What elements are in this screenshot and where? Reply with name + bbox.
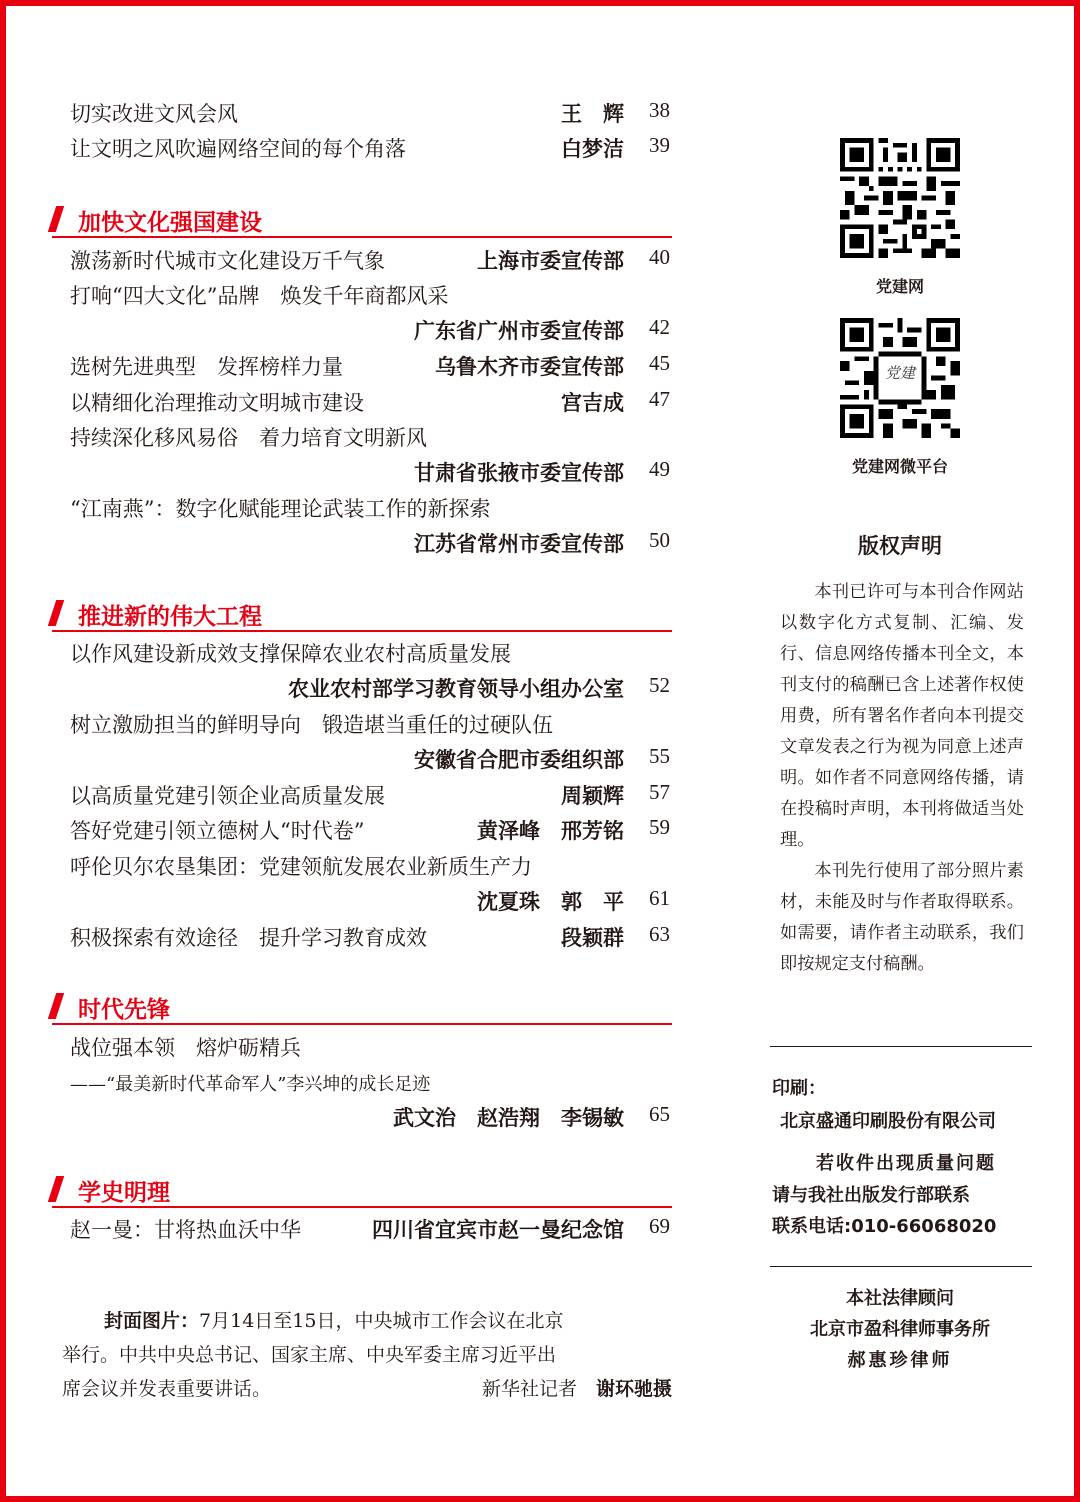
cover-note-label: 封面图片： <box>104 1310 200 1332</box>
toc-entry[interactable] <box>70 129 670 163</box>
entry-title: 持续深化移风易俗 着力培育文明新风 <box>70 426 427 450</box>
copyright-paragraph: 本刊已许可与本刊合作网站以数字化方式复制、汇编、发行、信息网络传播本刊全文，本刊支付的稿酬已含上述著作权使用费，所有署名作者向本刊提交文章发表之行为视为同意上述声明。如作者不同意网络传播，请在投稿时声明，本刊将做适当处理。 <box>780 582 1024 850</box>
section-title: 时代先锋 <box>78 997 170 1023</box>
entry-author: 甘肃省张掖市委宣传部 <box>414 461 624 485</box>
toc-entry[interactable] <box>70 1210 670 1244</box>
entry-title: “江南燕”：数字化赋能理论武装工作的新探索 <box>70 497 491 521</box>
entry-title: 以精细化治理推动文明城市建设 <box>70 391 364 415</box>
lawyer-name: 郝惠珍律师 <box>847 1350 953 1371</box>
photo-credit <box>482 1372 672 1406</box>
qr-code-icon <box>840 138 960 258</box>
entry-author: 上海市委宣传部 <box>477 249 624 273</box>
entry-title: 打响“四大文化”品牌 焕发千年商都风采 <box>70 284 449 308</box>
entry-author: 江苏省常州市委宣传部 <box>414 532 624 556</box>
section-heading <box>52 1174 672 1208</box>
entry-author: 王 辉 <box>561 102 624 126</box>
cover-note-text: 席会议并发表重要讲话。 <box>62 1378 272 1400</box>
entry-author: 沈夏珠 郭 平 <box>477 890 624 914</box>
entry-author: 宫吉成 <box>561 391 624 415</box>
copyright-paragraph: 本刊先行使用了部分照片素材，未能及时与作者取得联系。如需要，请作者主动联系，我们即按规定支付稿酬。 <box>780 861 1024 974</box>
cover-note <box>62 1304 672 1406</box>
photo-credit-org: 新华社记者 <box>481 1378 577 1400</box>
entry-page: 63 <box>649 922 670 946</box>
entry-page: 42 <box>649 315 670 339</box>
copyright-title: 版权声明 <box>858 534 942 558</box>
cover-note-line <box>62 1304 672 1338</box>
entry-page: 61 <box>649 886 670 910</box>
entry-title: 赵一曼：甘将热血沃中华 <box>70 1218 301 1242</box>
entry-author: 安徽省合肥市委组织部 <box>414 748 624 772</box>
entry-title: 让文明之风吹遍网络空间的每个角落 <box>70 137 406 161</box>
entry-page: 69 <box>649 1214 670 1238</box>
cover-note-line: 举行。中共中央总书记、国家主席、中央军委主席习近平出 <box>62 1344 557 1366</box>
toc-entry[interactable] <box>70 705 670 775</box>
entry-title: 树立激励担当的鲜明导向 锻造堪当重任的过硬队伍 <box>70 713 553 737</box>
divider <box>770 1046 1032 1047</box>
entry-page: 47 <box>649 387 670 411</box>
entry-title: 选树先进典型 发挥榜样力量 <box>70 355 343 379</box>
section-title: 推进新的伟大工程 <box>78 604 262 630</box>
toc-entry[interactable] <box>70 347 670 381</box>
toc-entry[interactable] <box>70 241 670 275</box>
entry-author: 农业农村部学习教育领导小组办公室 <box>288 677 624 701</box>
print-label: 印刷： <box>772 1078 826 1099</box>
section-title: 学史明理 <box>78 1180 170 1206</box>
toc-entry[interactable] <box>70 94 670 128</box>
law-firm: 北京市盈科律师事务所 <box>810 1319 990 1340</box>
section-heading <box>52 204 672 238</box>
photo-credit-name: 谢环驰摄 <box>595 1378 672 1400</box>
entry-title: 切实改进文风会风 <box>70 102 238 126</box>
entry-page: 59 <box>649 815 670 839</box>
entry-author: 四川省宜宾市赵一曼纪念馆 <box>372 1218 624 1242</box>
entry-title: 积极探索有效途径 提升学习教育成效 <box>70 926 427 950</box>
toc-entry[interactable] <box>70 383 670 417</box>
entry-page: 57 <box>649 780 670 804</box>
entry-title: 战位强本领 熔炉砺精兵 <box>70 1036 301 1060</box>
toc-entry[interactable] <box>70 489 670 559</box>
entry-author: 武文治 赵浩翔 李锡敏 <box>393 1106 624 1130</box>
qr-caption: 党建网微平台 <box>851 457 948 476</box>
cover-note-text: 7月14日至15日，中央城市工作会议在北京 <box>199 1310 564 1332</box>
entry-author: 乌鲁木齐市委宣传部 <box>435 355 624 379</box>
toc-entry[interactable] <box>70 811 670 845</box>
entry-title: 以作风建设新成效支撑保障农业农村高质量发展 <box>70 642 511 666</box>
quality-notice: 若收件出现质量问题 <box>816 1153 996 1174</box>
entry-author: 段颖群 <box>561 926 624 950</box>
section-heading <box>52 991 672 1025</box>
entry-title: 以高质量党建引领企业高质量发展 <box>70 784 385 808</box>
entry-page: 50 <box>649 528 670 552</box>
printer-name: 北京盛通印刷股份有限公司 <box>780 1111 996 1132</box>
entry-page: 49 <box>649 457 670 481</box>
entry-page: 55 <box>649 744 670 768</box>
quality-notice: 请与我社出版发行部联系 <box>772 1185 970 1206</box>
toc-entry[interactable] <box>70 418 670 488</box>
entry-author: 广东省广州市委宣传部 <box>414 319 624 343</box>
cover-note-line <box>62 1372 672 1406</box>
entry-page: 38 <box>649 98 670 122</box>
entry-page: 52 <box>649 673 670 697</box>
entry-page: 40 <box>649 245 670 269</box>
entry-author: 周颖辉 <box>561 784 624 808</box>
toc-entry[interactable] <box>70 276 670 346</box>
toc-entry[interactable] <box>70 634 670 704</box>
entry-title: 激荡新时代城市文化建设万千气象 <box>70 249 385 273</box>
toc-entry[interactable] <box>70 847 670 917</box>
qr-code-dangjian-wechat[interactable] <box>840 318 960 438</box>
qr-caption: 党建网 <box>875 277 924 296</box>
toc-entry[interactable] <box>70 776 670 810</box>
legal-counsel-title: 本社法律顾问 <box>846 1288 954 1309</box>
qr-logo-text: 党建 <box>884 364 915 382</box>
toc-entry[interactable] <box>70 918 670 952</box>
entry-page: 45 <box>649 351 670 375</box>
entry-title: 答好党建引领立德树人“时代卷” <box>70 819 365 843</box>
entry-author: 黄泽峰 邢芳铭 <box>477 819 624 843</box>
contact-phone: 联系电话:010-66068020 <box>772 1216 997 1237</box>
entry-author: 白梦洁 <box>561 137 624 161</box>
entry-page: 65 <box>649 1102 670 1126</box>
entry-title: 呼伦贝尔农垦集团：党建领航发展农业新质生产力 <box>70 855 532 879</box>
divider <box>770 1266 1032 1267</box>
section-heading <box>52 598 672 632</box>
qr-code-dangjianwang[interactable] <box>840 138 960 258</box>
section-title: 加快文化强国建设 <box>78 210 262 236</box>
entry-page: 39 <box>649 133 670 157</box>
entry-subtitle: ——“最美新时代革命军人”李兴坤的成长足迹 <box>70 1074 431 1095</box>
